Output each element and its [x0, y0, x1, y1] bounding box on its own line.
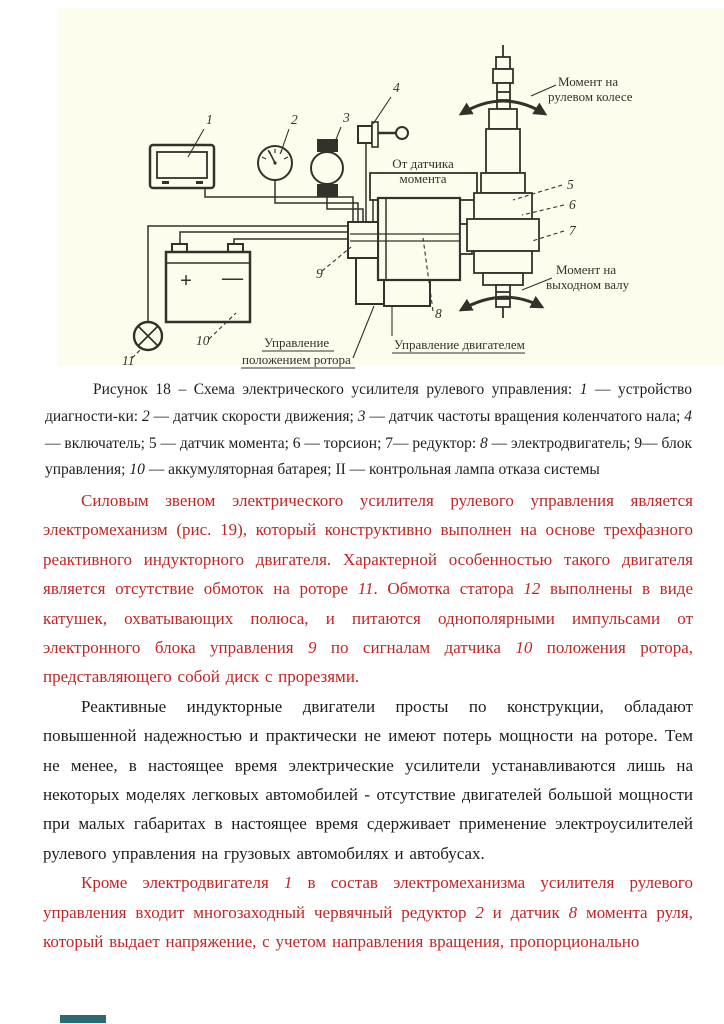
callout-5: 5	[567, 177, 574, 192]
callout-3: 3	[343, 110, 350, 125]
callout-10: 10	[196, 333, 210, 348]
battery-plus-sign: +	[180, 268, 192, 292]
callout-4: 4	[393, 80, 400, 95]
control-unit-block	[348, 222, 378, 258]
diagnostic-device	[150, 145, 214, 188]
from-sensor-label-line1: От датчика	[392, 156, 454, 171]
torque-output-label-line1: Момент на	[556, 262, 617, 277]
callout-2: 2	[291, 112, 298, 127]
callout-6: 6	[569, 197, 576, 212]
bottom-artifact-bar	[60, 1015, 106, 1023]
torque-wheel-label-line2: рулевом колесе	[548, 89, 633, 104]
figure-caption: Рисунок 18 – Схема электрического усилителя рулевого управления: 1 — устройство диагности-ки: 2 — датчик скорости движения; 3 — датчик частоты вращения коленчатого нала; 4 — включатель; 5 — датчик момента; 6 — торсион; 7— редуктор: 8 — электродвигатель; 9— блок управления; 10 — аккумуляторная батарея; II — контрольная лампа отказа системы	[45, 381, 693, 479]
callout-9: 9	[316, 266, 323, 281]
paragraph-3: Кроме электродвигателя 1 в состав электромеханизма усилителя рулевого управления входит многозаходный червячный редуктор 2 и датчик 8 момента руля, который выдает напряжение, с учетом направления вращения, пропорционально	[43, 873, 693, 952]
battery	[166, 244, 250, 322]
rotor-control-line2: положением ротора	[242, 352, 351, 367]
callout-1: 1	[206, 112, 213, 127]
body-text	[43, 486, 693, 957]
battery-minus-sign: —	[222, 265, 243, 289]
paragraph-1: Силовым звеном электрического усилителя рулевого управления является электромеханизм (рис. 19), который конструктивно выполнен на основе трехфазного реактивного индукторного двигателя. Характерной особенностью такого двигателя является отсутствие обмоток на роторе 11. Обмотка статора 12 выполнены в виде катушек, охватывающих полюса, и питаются однополярными импульсами от электронного блока управления 9 по сигналам датчика 10 положения ротора, представляющего собой диск с прорезями.	[43, 491, 694, 687]
from-sensor-label-line2: момента	[399, 171, 447, 186]
figure-18-diagram	[0, 0, 724, 373]
electric-motor-block	[378, 198, 460, 280]
callout-7: 7	[569, 223, 576, 238]
motor-control-text: Управление двигателем	[394, 337, 525, 352]
callout-11: 11	[122, 353, 135, 368]
paragraph-2: Реактивные индукторные двигатели просты по конструкции, обладают повышенной надежностью и практически не имеют потерь мощности на роторе. Тем не менее, в настоящее время электрические усилители устанавливаются лишь на некоторых моделях легковых автомобилей - отсутствие двигателей большой мощности при малых габаритах в настоящее время сдерживает применение электроусилителей рулевого управления на грузовых автомобилях и автобусах.	[43, 696, 693, 863]
callout-8: 8	[435, 306, 442, 321]
rotor-control-line1: Управление	[264, 335, 330, 350]
torque-output-label-line2: выходном валу	[546, 277, 630, 292]
torque-wheel-label-line1: Момент на	[558, 74, 619, 89]
warning-lamp	[134, 322, 162, 350]
